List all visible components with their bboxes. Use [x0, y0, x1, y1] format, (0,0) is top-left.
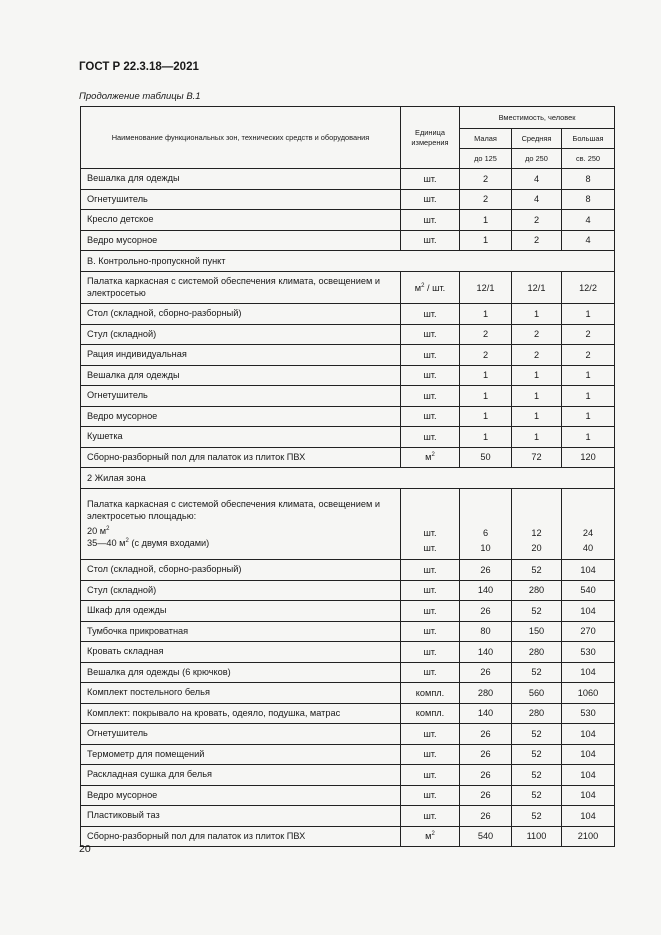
unit-text: шт. [423, 728, 437, 739]
cell-medium: 52 [512, 744, 562, 765]
cell-medium: 1 [512, 386, 562, 407]
cell-medium [512, 489, 562, 560]
cell-small: 80 [460, 621, 512, 642]
cell-large: 104 [562, 765, 615, 786]
cell-unit [401, 304, 460, 325]
cell-medium: 12/1 [512, 272, 562, 304]
cell-medium: 2 [512, 230, 562, 251]
cell-unit [401, 427, 460, 448]
cell-small: 280 [460, 683, 512, 704]
unit-text: шт. [423, 173, 437, 184]
table-row [81, 724, 615, 745]
unit-text: м [425, 452, 432, 463]
item-name: Сборно-разборный пол для палаток из плиток ПВХ [81, 447, 401, 468]
unit-text: компл. [415, 687, 445, 698]
cell-medium: 280 [512, 580, 562, 601]
item-name: Сборно-разборный пол для палаток из плиток ПВХ [81, 826, 401, 847]
table-row [81, 642, 615, 663]
unit-text: шт. [423, 769, 437, 780]
cell-large: 104 [562, 744, 615, 765]
item-name: Огнетушитель [81, 189, 401, 210]
cell-medium: 52 [512, 785, 562, 806]
table-row [81, 703, 615, 724]
cell-large: 1 [562, 406, 615, 427]
section-title: 2 Жилая зона [81, 468, 615, 489]
cell-unit [401, 785, 460, 806]
table-row [81, 365, 615, 386]
cell-small: 1 [460, 406, 512, 427]
unit-text: шт. [423, 646, 437, 657]
table-row [81, 826, 615, 847]
cell-unit [401, 642, 460, 663]
item-name: Стол (складной, сборно-разборный) [81, 560, 401, 581]
header-small: Малая [460, 129, 512, 149]
cell-large: 12/2 [562, 272, 615, 304]
cell-unit [401, 621, 460, 642]
table-row [81, 580, 615, 601]
cell-unit [401, 489, 460, 560]
table-row [81, 427, 615, 448]
table-row [81, 169, 615, 190]
cell-large: 8 [562, 189, 615, 210]
unit-tail: / шт. [424, 282, 446, 293]
cell-medium: 4 [512, 169, 562, 190]
value-line: шт. [423, 543, 437, 553]
unit-sup: 2 [421, 282, 425, 289]
header-medium: Средняя [512, 129, 562, 149]
cell-small: 1 [460, 427, 512, 448]
cell-medium: 72 [512, 447, 562, 468]
value-line: 20 [531, 543, 542, 553]
cell-large: 104 [562, 785, 615, 806]
unit-text: компл. [415, 708, 445, 719]
cell-medium: 2 [512, 210, 562, 231]
cell-unit [401, 189, 460, 210]
value-line: 24 [582, 528, 594, 538]
cell-unit [401, 324, 460, 345]
cell-unit [401, 703, 460, 724]
sub-name-tail: (с двумя входами) [128, 537, 210, 548]
cell-small: 140 [460, 703, 512, 724]
item-name: Вешалка для одежды [81, 365, 401, 386]
section-row [81, 468, 615, 489]
item-name: Палатка каркасная с системой обеспечения климата, освещением и электросетью [81, 272, 401, 304]
cell-small: 2 [460, 324, 512, 345]
cell-unit [401, 272, 460, 304]
item-name: Кровать складная [81, 642, 401, 663]
item-name: Ведро мусорное [81, 406, 401, 427]
unit-text: шт. [423, 585, 437, 596]
cell-large: 120 [562, 447, 615, 468]
cell-small: 1 [460, 386, 512, 407]
table-row [81, 324, 615, 345]
cell-large: 104 [562, 724, 615, 745]
table-row [81, 304, 615, 325]
cell-medium: 280 [512, 703, 562, 724]
cell-small: 26 [460, 765, 512, 786]
header-capacity: Вместимость, человек [460, 107, 615, 129]
cell-small: 26 [460, 806, 512, 827]
cell-medium: 1 [512, 427, 562, 448]
cell-medium: 52 [512, 765, 562, 786]
item-name: Комплект постельного белья [81, 683, 401, 704]
item-name: Кресло детское [81, 210, 401, 231]
unit-text: шт. [423, 605, 437, 616]
table-row [81, 189, 615, 210]
unit-text: м [425, 831, 432, 842]
header-small-range: до 125 [460, 149, 512, 169]
cell-medium: 52 [512, 601, 562, 622]
cell-large: 1 [562, 365, 615, 386]
cell-large: 540 [562, 580, 615, 601]
table-row [81, 601, 615, 622]
cell-medium: 560 [512, 683, 562, 704]
cell-medium: 1100 [512, 826, 562, 847]
cell-medium: 280 [512, 642, 562, 663]
cell-small: 26 [460, 601, 512, 622]
item-name: Вешалка для одежды [81, 169, 401, 190]
header-large: Большая [562, 129, 615, 149]
value-line: 10 [480, 543, 491, 553]
table-row [81, 272, 615, 304]
sub-name-text: 20 м [87, 526, 107, 536]
cell-large: 4 [562, 210, 615, 231]
cell-medium: 150 [512, 621, 562, 642]
cell-large [562, 489, 615, 560]
unit-text: шт. [423, 214, 437, 225]
header-name: Наименование функциональных зон, технических средств и оборудования [81, 107, 401, 169]
cell-large: 104 [562, 560, 615, 581]
cell-unit [401, 724, 460, 745]
item-name: Ведро мусорное [81, 230, 401, 251]
item-name: Раскладная сушка для белья [81, 765, 401, 786]
item-name: Пластиковый таз [81, 806, 401, 827]
cell-small: 140 [460, 580, 512, 601]
table-row [81, 406, 615, 427]
value-line: 6 [482, 528, 489, 538]
cell-unit [401, 580, 460, 601]
unit-text: шт. [423, 749, 437, 760]
cell-medium: 52 [512, 806, 562, 827]
cell-unit [401, 744, 460, 765]
cell-medium: 2 [512, 324, 562, 345]
equipment-table [80, 106, 615, 847]
cell-large: 530 [562, 642, 615, 663]
value-line: 12 [531, 528, 542, 538]
table-row [81, 785, 615, 806]
cell-large: 1060 [562, 683, 615, 704]
cell-large: 104 [562, 662, 615, 683]
cell-large: 2100 [562, 826, 615, 847]
unit-text: шт. [423, 370, 437, 381]
item-name: Комплект: покрывало на кровать, одеяло, подушка, матрас [81, 703, 401, 724]
table-row [81, 662, 615, 683]
item-name: Вешалка для одежды (6 крючков) [81, 662, 401, 683]
unit-text: шт. [423, 411, 437, 422]
cell-unit [401, 210, 460, 231]
cell-unit [401, 406, 460, 427]
cell-large: 270 [562, 621, 615, 642]
cell-large: 8 [562, 169, 615, 190]
cell-large: 104 [562, 806, 615, 827]
header-large-range: св. 250 [562, 149, 615, 169]
unit-text: шт. [423, 667, 437, 678]
item-name: Кушетка [81, 427, 401, 448]
unit-text: шт. [423, 329, 437, 340]
table-row [81, 489, 615, 560]
cell-small: 2 [460, 169, 512, 190]
item-name: Стул (складной) [81, 580, 401, 601]
cell-unit [401, 169, 460, 190]
cell-large: 1 [562, 304, 615, 325]
cell-unit [401, 447, 460, 468]
table-row [81, 806, 615, 827]
cell-medium: 52 [512, 560, 562, 581]
table-row [81, 621, 615, 642]
cell-small: 26 [460, 662, 512, 683]
table-caption: Продолжение таблицы В.1 [79, 91, 201, 102]
value-line: шт. [423, 528, 437, 538]
cell-large: 2 [562, 324, 615, 345]
unit-text: шт. [423, 431, 437, 442]
table-body [81, 169, 615, 847]
cell-small: 1 [460, 304, 512, 325]
table-row [81, 345, 615, 366]
cell-small: 2 [460, 345, 512, 366]
table-row [81, 210, 615, 231]
item-name: Ведро мусорное [81, 785, 401, 806]
cell-unit [401, 806, 460, 827]
table-header [81, 107, 615, 169]
cell-unit [401, 230, 460, 251]
cell-unit [401, 386, 460, 407]
item-sub-name [87, 538, 394, 550]
cell-small: 26 [460, 785, 512, 806]
cell-large: 1 [562, 386, 615, 407]
sub-name-text: 35—40 м [87, 537, 126, 548]
cell-medium: 2 [512, 345, 562, 366]
cell-small: 1 [460, 210, 512, 231]
cell-unit [401, 601, 460, 622]
cell-large: 1 [562, 427, 615, 448]
cell-small: 1 [460, 365, 512, 386]
table-row [81, 765, 615, 786]
cell-small: 12/1 [460, 272, 512, 304]
cell-small: 26 [460, 724, 512, 745]
unit-sup: 2 [431, 831, 435, 838]
cell-small: 26 [460, 744, 512, 765]
unit-text: м [414, 282, 422, 293]
item-name [81, 489, 401, 560]
unit-text: шт. [423, 194, 437, 205]
table-row [81, 683, 615, 704]
cell-small: 2 [460, 189, 512, 210]
value-line: 40 [582, 543, 594, 553]
cell-large: 104 [562, 601, 615, 622]
page-number: 20 [79, 843, 91, 855]
sub-name-sup: 2 [106, 525, 110, 532]
unit-text: шт. [423, 564, 437, 575]
unit-text: шт. [423, 349, 437, 360]
item-sub-name [87, 526, 394, 538]
section-row [81, 251, 615, 272]
item-name: Рация индивидуальная [81, 345, 401, 366]
item-name: Огнетушитель [81, 386, 401, 407]
cell-unit [401, 765, 460, 786]
item-name: Термометр для помещений [81, 744, 401, 765]
item-name: Огнетушитель [81, 724, 401, 745]
item-name: Шкаф для одежды [81, 601, 401, 622]
cell-medium: 52 [512, 662, 562, 683]
section-title: В. Контрольно-пропускной пункт [81, 251, 615, 272]
cell-small: 1 [460, 230, 512, 251]
table-row [81, 560, 615, 581]
unit-text: шт. [423, 308, 437, 319]
unit-text: шт. [423, 235, 437, 246]
header-medium-range: до 250 [512, 149, 562, 169]
cell-unit [401, 662, 460, 683]
table-row [81, 230, 615, 251]
unit-text: шт. [423, 626, 437, 637]
cell-medium: 1 [512, 406, 562, 427]
cell-large: 4 [562, 230, 615, 251]
cell-unit [401, 345, 460, 366]
table-row [81, 744, 615, 765]
cell-small: 140 [460, 642, 512, 663]
cell-medium: 1 [512, 365, 562, 386]
item-name: Стол (складной, сборно-разборный) [81, 304, 401, 325]
header-unit: Единица измерения [401, 107, 460, 169]
item-name-main: Палатка каркасная с системой обеспечения климата, освещением и электросетью площадью: [87, 499, 380, 521]
cell-small: 26 [460, 560, 512, 581]
cell-unit [401, 826, 460, 847]
table-row [81, 386, 615, 407]
cell-medium: 52 [512, 724, 562, 745]
unit-text: шт. [423, 390, 437, 401]
cell-small [460, 489, 512, 560]
sub-name-sup: 2 [125, 537, 129, 544]
cell-medium: 4 [512, 189, 562, 210]
item-name: Стул (складной) [81, 324, 401, 345]
cell-small: 50 [460, 447, 512, 468]
document-standard-header: ГОСТ Р 22.3.18—2021 [79, 61, 199, 73]
cell-large: 2 [562, 345, 615, 366]
cell-unit [401, 560, 460, 581]
table-row [81, 447, 615, 468]
cell-unit [401, 365, 460, 386]
cell-large: 530 [562, 703, 615, 724]
item-name: Тумбочка прикроватная [81, 621, 401, 642]
cell-unit [401, 683, 460, 704]
unit-sup: 2 [431, 452, 435, 459]
cell-small: 540 [460, 826, 512, 847]
unit-text: шт. [423, 810, 437, 821]
cell-medium: 1 [512, 304, 562, 325]
unit-text: шт. [423, 790, 437, 801]
